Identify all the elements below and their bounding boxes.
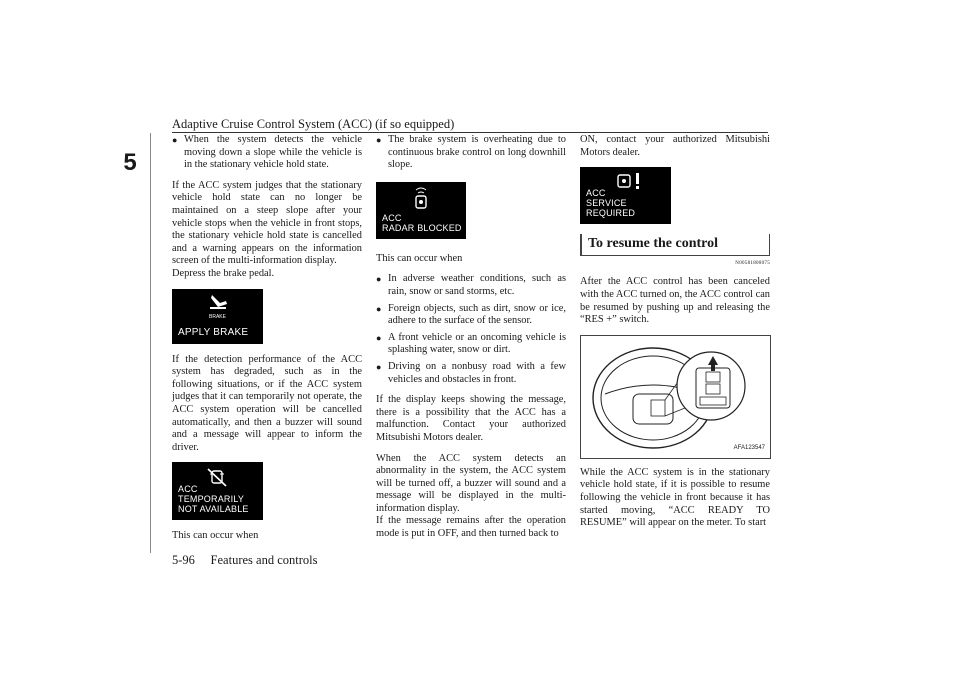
bullet-item: ● Foreign objects, such as dirt, snow or ice, adhere to the surface of the sensor. [376,303,566,328]
bullet-item: ● The brake system is overheating due to continuous brake control on long downhill slope. [376,134,566,172]
chapter-tab: 5 [110,147,150,179]
brake-pedal-icon [208,293,230,311]
paragraph: If the display keeps showing the message, there is a possibility that the ACC has a malfunction. Contact your authorized Mitsubishi Motors dealer. [376,394,566,443]
bullet-item: ● When the system detects the vehicle moving down a slope while the vehicle is in the stationary vehicle hold state. [172,134,362,172]
section-heading: To resume the control [580,234,770,256]
paragraph: When the ACC system detects an abnormality in the system, the ACC system will be turned off, a buzzer will sound and a message will be displayed in the multi-information display. [376,452,566,514]
panel-line-2: SERVICE REQUIRED [586,198,636,219]
acc-service-required-display [580,167,671,224]
paragraph: This can occur when [376,252,463,264]
footer-section: Features and controls [210,553,318,567]
figure-caption: AFA123547 [733,445,765,452]
acc-temporarily-unavailable-display [172,462,263,520]
panel-line-1: ACC [586,188,606,199]
apply-brake-display [172,289,263,344]
paragraph: Depress the brake pedal. [172,267,275,279]
paragraph: This can occur when [172,530,259,542]
header-rule [172,132,768,133]
page-number: 5-96 [172,553,195,567]
steering-wheel-illustration [581,336,770,458]
acc-temporarily-label [178,484,263,514]
bullet-item: ● A front vehicle or an oncoming vehicle is splashing water, snow or dirt. [376,332,566,357]
page-footer [172,553,317,568]
bullet-item: ● Driving on a nonbusy road with a few vehicles and obstacles in front. [376,361,566,386]
paragraph: After the ACC control has been canceled with the ACC turned on, the ACC control can be resumed by pushing up and releasing the “RES +” switch. [580,276,770,326]
chapter-side-rule [150,133,151,553]
paragraph: If the ACC system judges that the stationary vehicle hold state can no longer be maintained on a steep slope after your vehicle stops when the vehicle in front stops, the stationary vehicle hold state is cancelled and a warning appears on the information screen of the multi-information display. [172,179,362,267]
steering-wheel-figure [580,335,771,459]
column-2 [376,134,566,549]
acc-radar-blocked-display [376,182,466,239]
panel-line-2: NOT AVAILABLE [178,504,249,515]
paragraph: While the ACC system is in the stationary vehicle hold state, if it is possible to resume following the vehicle in front because it has started moving, “ACC READY TO RESUME” will appear on the meter. To start [580,466,770,529]
paragraph: ON, contact your authorized Mitsubishi Motors dealer. [580,134,770,158]
radar-blocked-icon [410,186,432,212]
apply-brake-label: APPLY BRAKE [178,326,249,338]
section-code: N00581800075 [735,260,770,266]
page-header-title: Adaptive Cruise Control System (ACC) (if so equipped) [172,117,455,131]
bullet-item: ● In adverse weather conditions, such as rain, snow or sand storms, etc. [376,273,566,298]
paragraph: If the message remains after the operation mode is put in OFF, and then turned back to [376,515,566,540]
panel-line-1: ACC TEMPORARILY [178,484,245,505]
radar-blocked-label [382,213,462,233]
brake-small-label: BRAKE [209,313,226,320]
service-required-label [586,188,671,218]
panel-line-1: ACC [382,212,402,223]
paragraph: If the detection performance of the ACC system has degraded, such as in the following situations, or if the ACC system judges that it can temporarily not operate, the ACC system operation will be cancelled automatically, and then a buzzer will sound and a message will appear to inform the driver. [172,353,362,453]
column-3 [580,134,770,538]
panel-line-2: RADAR BLOCKED [382,222,462,233]
column-1 [172,134,362,551]
